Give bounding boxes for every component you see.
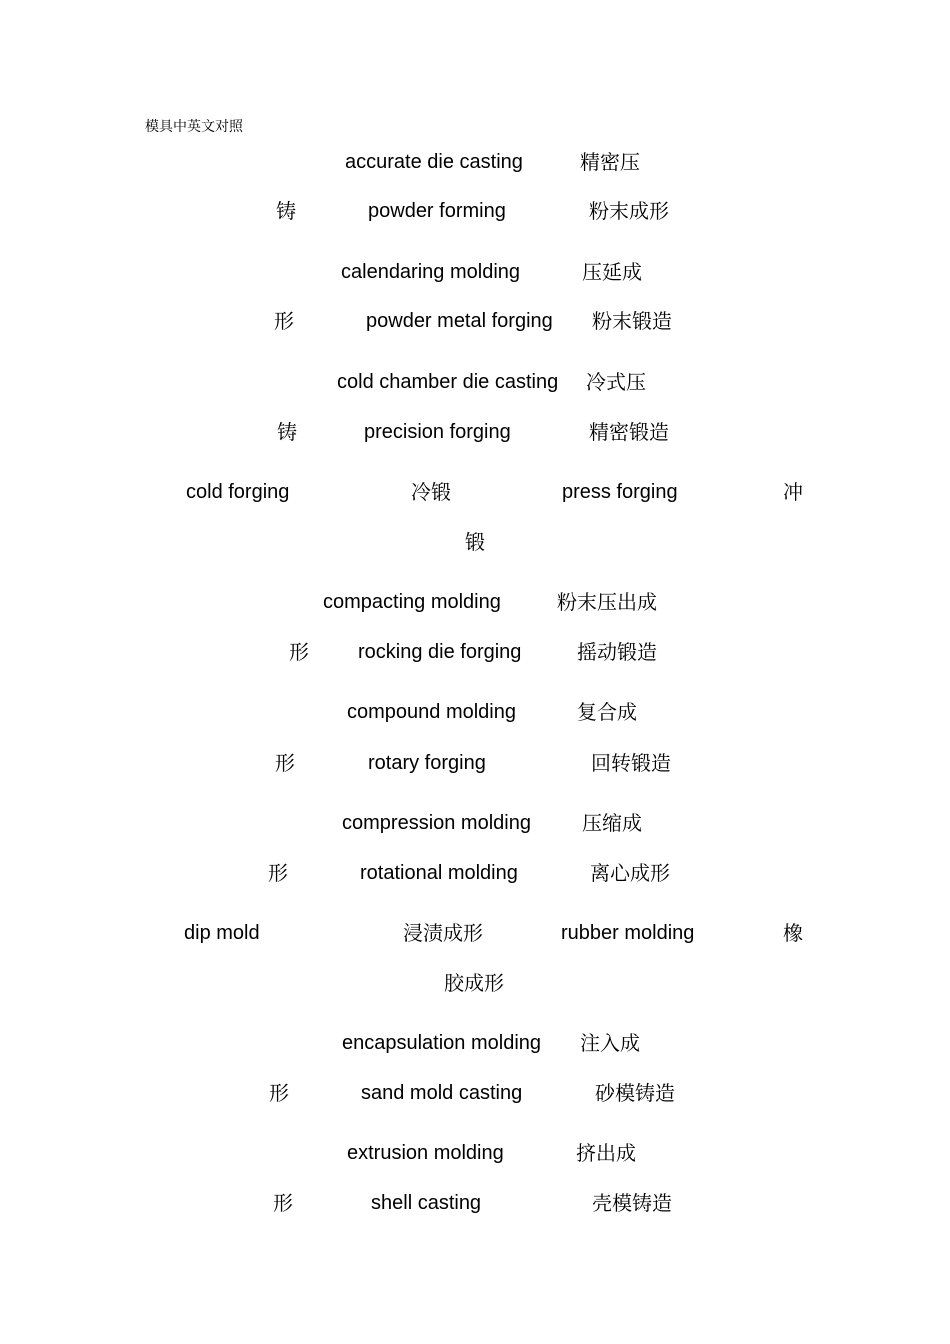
term-english: powder metal forging [366, 310, 553, 332]
term-chinese: 铸 [277, 420, 297, 444]
term-chinese: 形 [289, 640, 309, 664]
term-chinese: 冷式压 [586, 370, 646, 394]
term-english: shell casting [371, 1192, 482, 1214]
term-english: encapsulation molding [342, 1032, 542, 1054]
term-english: dip mold [184, 922, 260, 944]
term-english: accurate die casting [345, 151, 523, 173]
term-chinese: 回转锻造 [591, 751, 671, 775]
term-english: press forging [562, 481, 678, 503]
term-chinese: 压延成 [582, 260, 642, 284]
term-chinese: 形 [268, 861, 288, 885]
term-chinese: 浸渍成形 [403, 921, 483, 945]
term-english: sand mold casting [361, 1082, 523, 1104]
term-english: precision forging [364, 421, 511, 443]
term-english: rotational molding [360, 862, 518, 884]
term-chinese: 橡 [783, 921, 803, 945]
term-chinese: 复合成 [577, 700, 637, 724]
term-chinese: 精密压 [580, 150, 640, 174]
term-english: rocking die forging [358, 641, 522, 663]
term-chinese: 冷锻 [411, 480, 451, 504]
term-chinese: 粉末成形 [589, 199, 669, 223]
document-title: 模具中英文对照 [145, 119, 243, 135]
term-chinese: 砂模铸造 [595, 1081, 675, 1105]
term-english: compacting molding [323, 591, 501, 613]
term-chinese: 离心成形 [590, 861, 670, 885]
term-english: compression molding [342, 812, 531, 834]
term-english: compound molding [347, 701, 516, 723]
term-chinese: 挤出成 [576, 1141, 636, 1165]
term-chinese: 胶成形 [444, 971, 504, 995]
term-chinese: 壳模铸造 [592, 1191, 672, 1215]
term-chinese: 压缩成 [582, 811, 642, 835]
term-english: cold chamber die casting [337, 371, 559, 393]
term-english: calendaring molding [341, 261, 521, 283]
term-chinese: 形 [275, 751, 295, 775]
term-chinese: 摇动锻造 [577, 640, 657, 664]
term-chinese: 锻 [465, 530, 485, 554]
term-english: rotary forging [368, 752, 486, 774]
term-chinese: 注入成 [580, 1031, 640, 1055]
term-english: cold forging [186, 481, 290, 503]
term-chinese: 粉末压出成 [557, 590, 657, 614]
term-chinese: 粉末锻造 [592, 309, 672, 333]
term-chinese: 形 [273, 1191, 293, 1215]
term-english: powder forming [368, 200, 506, 222]
term-english: rubber molding [561, 922, 695, 944]
term-english: extrusion molding [347, 1142, 504, 1164]
term-chinese: 形 [269, 1081, 289, 1105]
term-chinese: 精密锻造 [589, 420, 669, 444]
term-chinese: 铸 [276, 199, 296, 223]
term-chinese: 形 [274, 309, 294, 333]
term-chinese: 冲 [783, 480, 803, 504]
